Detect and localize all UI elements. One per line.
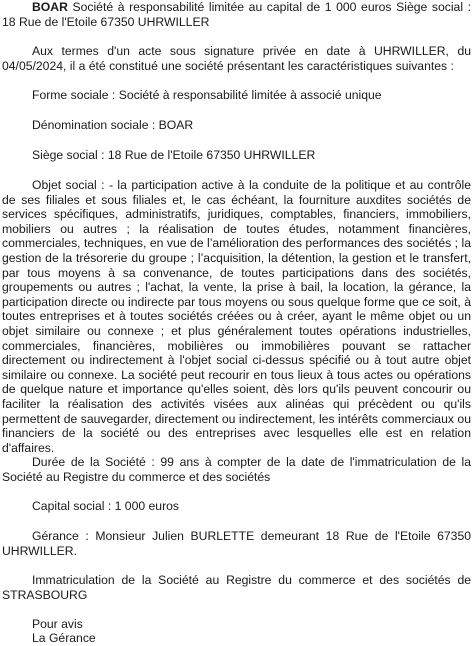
denomination: Dénomination sociale : BOAR (32, 118, 194, 132)
closing-pour-avis: Pour avis (32, 617, 83, 631)
intro-paragraph: Aux termes d'un acte sous signature privée en date à UHRWILLER, du 04/05/2024, il a été constitué une société présentant les caractéristiques suivantes : (2, 44, 471, 73)
immatriculation: Immatriculation de la Société au Registre du commerce et des sociétés de STRASBOURG (2, 573, 471, 602)
objet-social: Objet social : - la participation active à la conduite de la politique et au contrôle de ses filiales et sous filiales et, le cas échéant, la fourniture auxdites sociétés de services spécifiques, administratifs, juridiques, comptables, financiers, immobiliers, mobiliers ou autres ; la réalisation de toutes études, notamment financières, commerciales, techniques, en vue de l’amélioration des performances des sociétés ; la gestion de la trésorerie du groupe ; l’acquisition, la détention, la gestion et le transfert, par tous moyens à sa convenance, de toutes participations dans des sociétés, groupements ou autres ; l'achat, la vente, la prise à bail, la location, la gérance, la participation directe ou indirecte par tous moyens ou sous quelque forme que ce soit, à toutes entreprises et à toutes sociétés créées ou à créer, ayant le même objet ou un objet similaire ou connexe ; et plus généralement toutes opérations industrielles, commerciales, financières, mobilières ou immobilières pouvant se rattacher directement ou indirectement à l'objet social ci-dessus spécifié ou à tout autre objet similaire ou connexe. La société peut recourir en tous lieux à tous actes ou opérations de quelque nature et importance qu'elles soient, dès lors qu'ils peuvent concourir ou faciliter la réalisation des activités visées aux alinéas qui précèdent ou qu'ils permettent de sauvegarder, directement ou indirectement, les intérêts commerciaux ou financiers de la société ou des entreprises avec lesquelles elle est en relation d'affaires. (2, 178, 471, 455)
siege-social: Siège social : 18 Rue de l'Etoile 67350 UHRWILLER (32, 148, 316, 162)
forme-sociale: Forme sociale : Société à responsabilité limitée à associé unique (32, 88, 382, 102)
duree: Durée de la Société : 99 ans à compter de la date de l'immatriculation de la Société au Registre du commerce et des sociétés (2, 455, 471, 484)
company-name: BOAR (32, 0, 68, 14)
capital-social: Capital social : 1 000 euros (32, 499, 180, 513)
closing-gerance: La Gérance (32, 631, 96, 645)
gerance: Gérance : Monsieur Julien BURLETTE demeurant 18 Rue de l'Etoile 67350 UHRWILLER. (2, 529, 471, 558)
header-paragraph (2, 0, 471, 29)
header-text: Société à responsabilité limitée au capital de 1 000 euros Siège social : 18 Rue de l'Etoile 67350 UHRWILLER (2, 0, 471, 29)
